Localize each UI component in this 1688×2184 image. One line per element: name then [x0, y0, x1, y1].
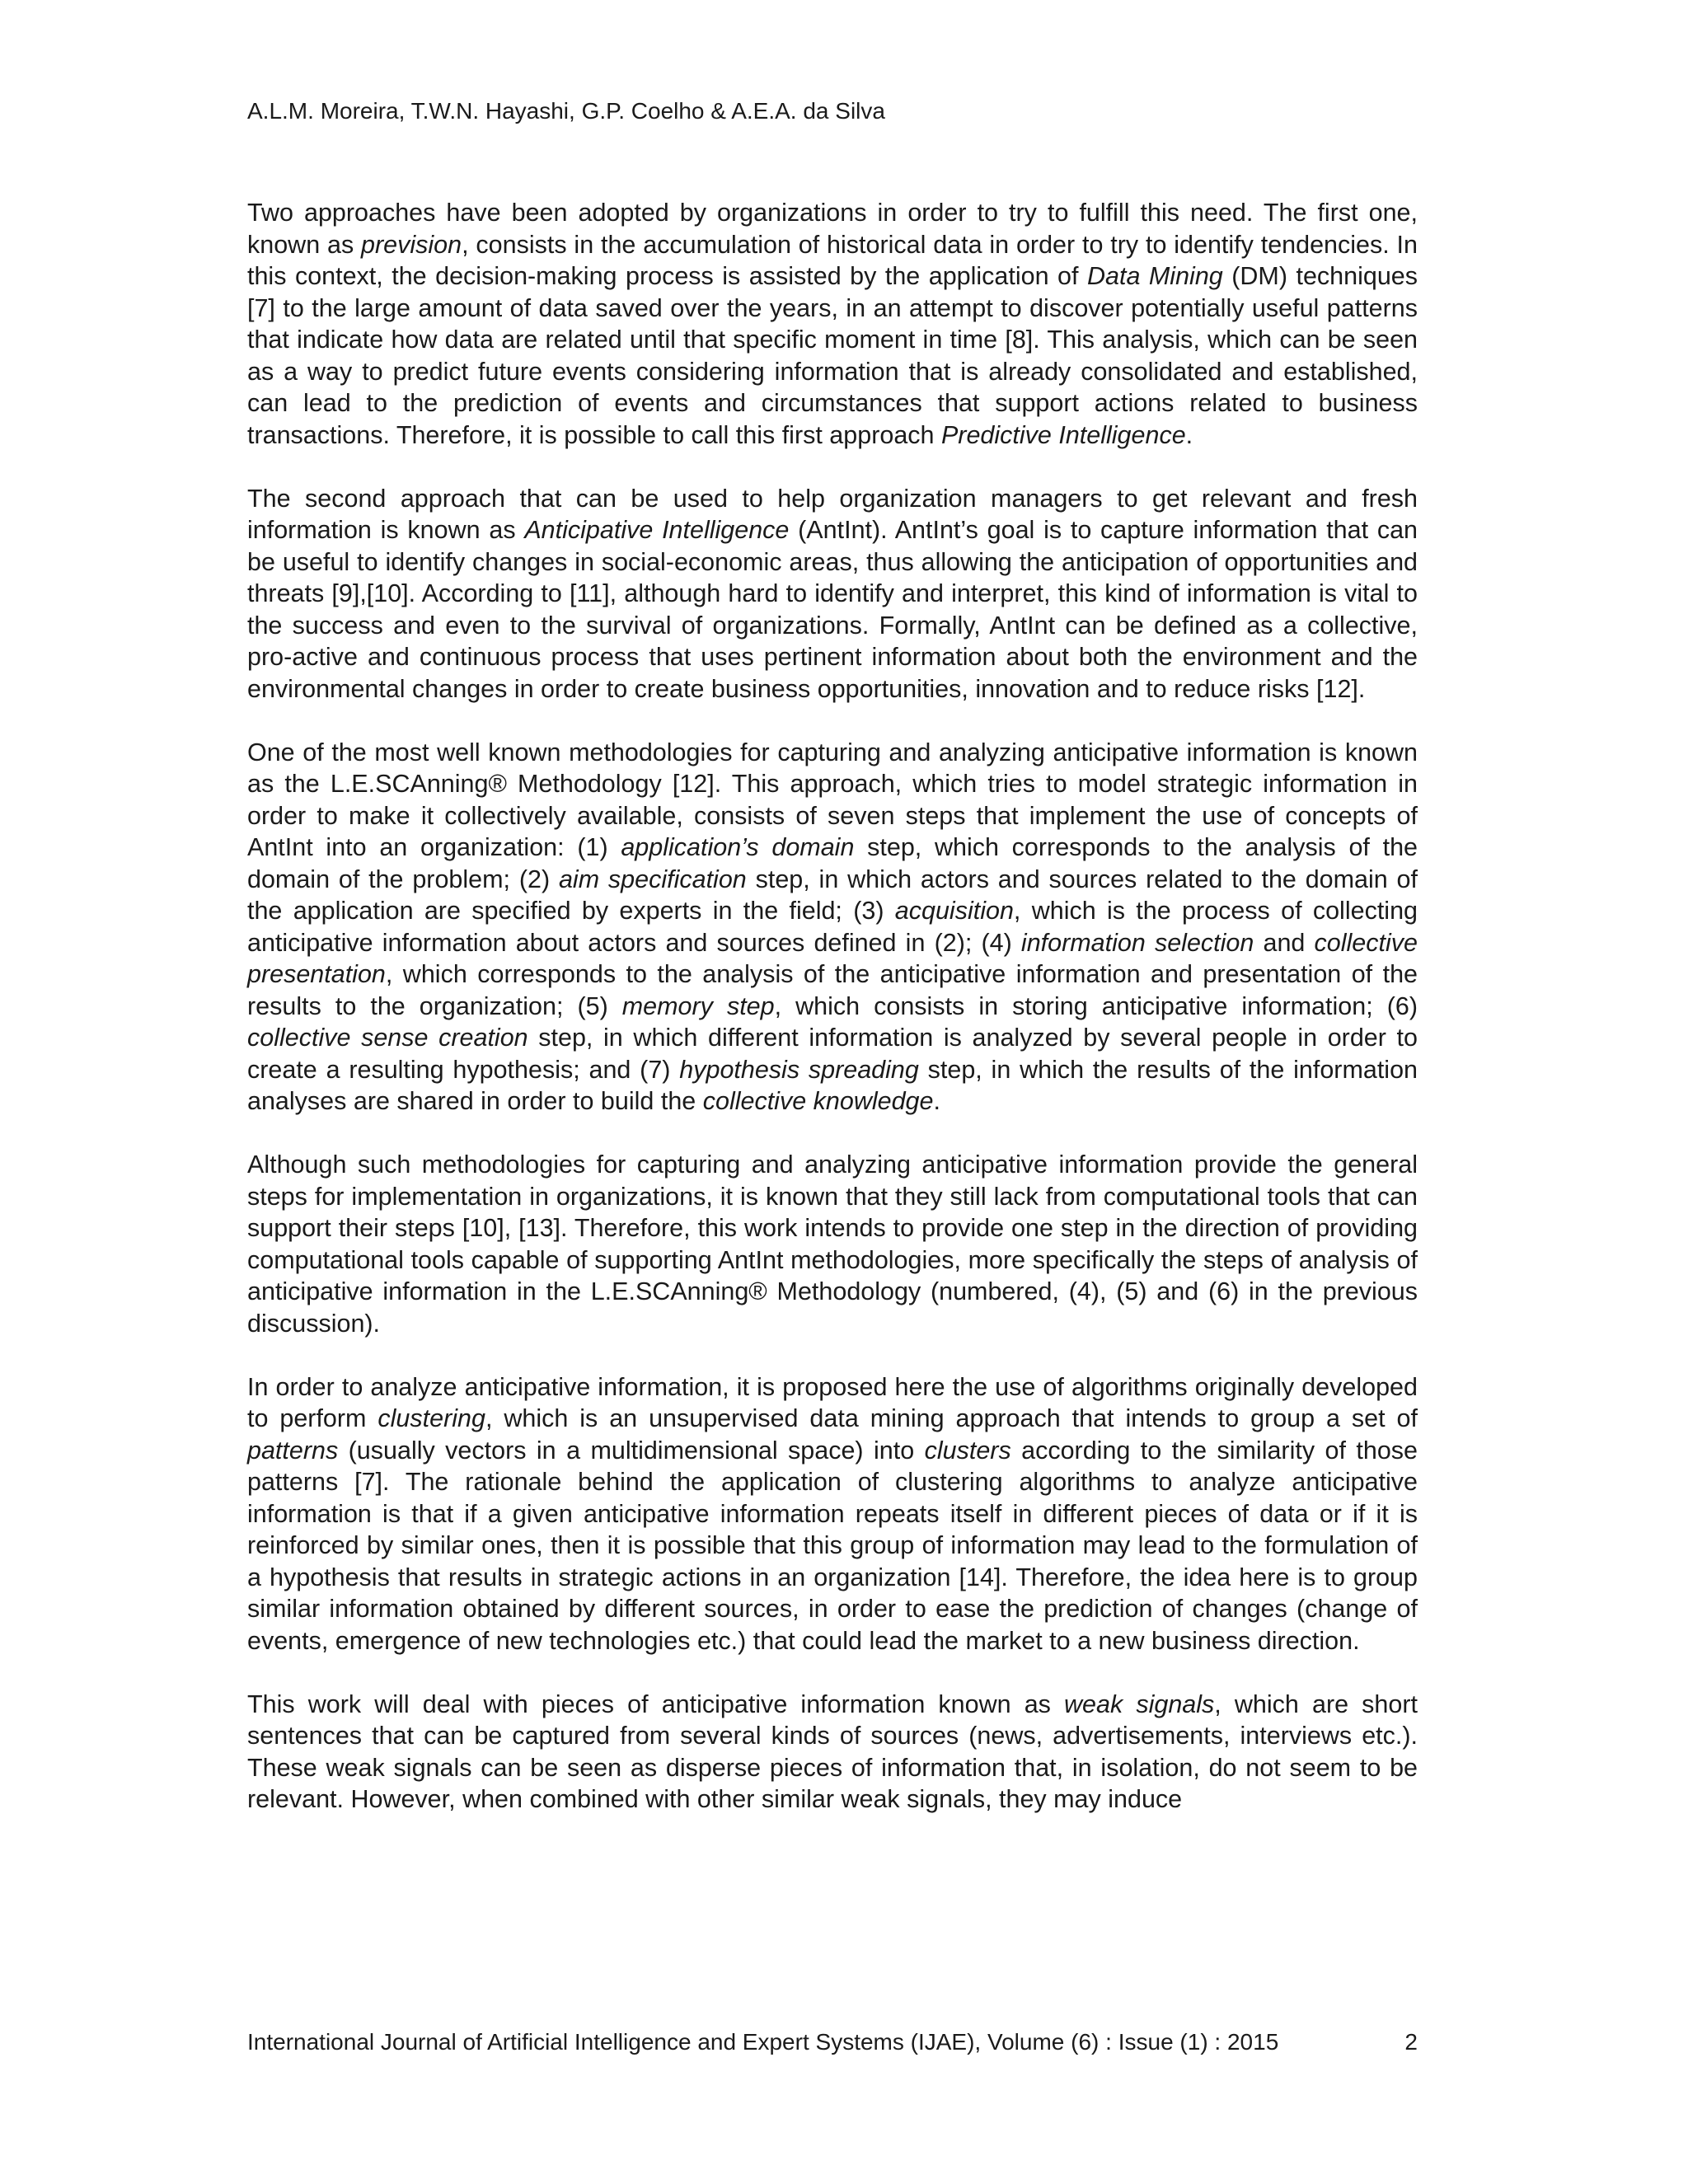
paragraph-anticipative-intelligence [247, 483, 1418, 705]
italic-term: memory step [621, 991, 775, 1020]
text-run: step, in which the results of the information analyses are shared in order to build the [247, 1055, 1418, 1115]
text-run: Two approaches have been adopted by organizations in order to try to fulfill this need. The first one, known as [247, 199, 1418, 259]
italic-term: collective presentation [247, 928, 1418, 988]
text-run: (AntInt). AntInt’s goal is to capture information that can be useful to identify changes in social-economic areas, thus allowing the anticipation of opportunities and threats [9],[10]. According to [11], although hard to identify and interpret, this kind of information is vital to the success and even to the survival of organizations. Formally, AntInt can be defined as a collective, pro-active and continuous process that uses pertinent information about both the environment and the environmental changes in order to create business opportunities, innovation and to reduce risks [12]. [247, 516, 1418, 703]
text-run: step, in which actors and sources related to the domain of the application are specified by experts in the field; (3) [247, 865, 1418, 925]
text-run: (DM) techniques [7] to the large amount of data saved over the years, in an attempt to discover potentially useful patterns that indicate how data are related until that specific moment in time [8]. This analysis, which can be seen as a way to predict future events considering information that is already consolidated and established, can lead to the prediction of events and circumstances that support actions related to business transactions. Therefore, it is possible to call this first approach [247, 262, 1418, 449]
italic-term: clustering [377, 1404, 485, 1432]
text-run: In order to analyze anticipative information, it is proposed here the use of algorithms originally developed to perform [247, 1372, 1418, 1432]
italic-term: information selection [1020, 928, 1254, 957]
text-run: and [1254, 928, 1315, 957]
text-run: , which are short sentences that can be captured from several kinds of sources (news, advertisements, interviews etc.). These weak signals can be seen as disperse pieces of information that, in isolation, do not seem to be relevant. However, when combined with other similar weak signals, they may induce [247, 1690, 1418, 1813]
page-number: 2 [1404, 2029, 1418, 2055]
text-run: . [933, 1087, 940, 1115]
text-run: , which corresponds to the analysis of the anticipative information and presentation of the results to the organization; (5) [247, 960, 1418, 1020]
article-body [247, 197, 1418, 1847]
italic-term: aim specification [558, 865, 747, 893]
text-run: step, in which different information is analyzed by several people in order to create a resulting hypothesis; and (7) [247, 1024, 1418, 1084]
text-run: (usually vectors in a multidimensional space) into [338, 1436, 925, 1465]
italic-term: weak signals [1064, 1690, 1215, 1718]
text-run: One of the most well known methodologies for capturing and analyzing anticipative information is known as the L.E.SCAnning® Methodology [12]. This approach, which tries to model strategic information in order to make it collectively available, consists of seven steps that implement the use of concepts of AntInt into an organization: (1) [247, 738, 1418, 861]
running-head-authors: A.L.M. Moreira, T.W.N. Hayashi, G.P. Coelho & A.E.A. da Silva [247, 98, 885, 124]
italic-term: Anticipative Intelligence [524, 516, 790, 544]
italic-term: Data Mining [1086, 262, 1223, 290]
italic-term: patterns [247, 1436, 339, 1465]
text-run: , which consists in storing anticipative information; (6) [774, 991, 1418, 1020]
text-run: , consists in the accumulation of historical data in order to try to identify tendencies. In this context, the decision-making process is assisted by the application of [247, 230, 1418, 290]
text-run: Although such methodologies for capturing and analyzing anticipative information provide the general steps for implementation in organizations, it is known that they still lack from computational tools that can support their steps [10], [13]. Therefore, this work intends to provide one step in the direction of providing computational tools capable of supporting AntInt methodologies, more specifically the steps of analysis of anticipative information in the L.E.SCAnning® Methodology (numbered, (4), (5) and (6) in the previous discussion). [247, 1151, 1418, 1338]
italic-term: Predictive Intelligence [940, 420, 1186, 449]
paragraph-clustering [247, 1371, 1418, 1657]
italic-term: acquisition [894, 897, 1014, 925]
italic-term: hypothesis spreading [679, 1055, 919, 1084]
italic-term: clusters [924, 1436, 1011, 1465]
text-run: . [1185, 420, 1193, 449]
paragraph-computational-tools [247, 1149, 1418, 1339]
paragraph-predictive-intelligence [247, 197, 1418, 451]
paragraph-lescanning-methodology [247, 737, 1418, 1118]
paragraph-weak-signals [247, 1689, 1418, 1816]
text-run: This work will deal with pieces of anticipative information known as [247, 1690, 1065, 1718]
text-run: , which is an unsupervised data mining approach that intends to group a set of [485, 1404, 1418, 1432]
italic-term: application’s domain [621, 833, 855, 861]
italic-term: prevision [361, 230, 462, 259]
text-run: The second approach that can be used to help organization managers to get relevant and fresh information is known as [247, 484, 1418, 544]
footer-journal-citation: International Journal of Artificial Intelligence and Expert Systems (IJAE), Volume (6) : Issue (1) : 2015 [247, 2029, 1279, 2055]
text-run: , which is the process of collecting anticipative information about actors and sources defined in (2); (4) [247, 897, 1418, 957]
italic-term: collective sense creation [247, 1024, 528, 1052]
text-run: according to the similarity of those patterns [7]. The rationale behind the application of clustering algorithms to analyze anticipative information is that if a given anticipative information repeats itself in different pieces of data or if it is reinforced by similar ones, then it is possible that this group of information may lead to the formulation of a hypothesis that results in strategic actions in an organization [14]. Therefore, the idea here is to group similar information obtained by different sources, in order to ease the prediction of changes (change of events, emergence of new technologies etc.) that could lead the market to a new business direction. [247, 1436, 1418, 1655]
text-run: step, which corresponds to the analysis of the domain of the problem; (2) [247, 833, 1418, 893]
italic-term: collective knowledge [702, 1087, 934, 1115]
